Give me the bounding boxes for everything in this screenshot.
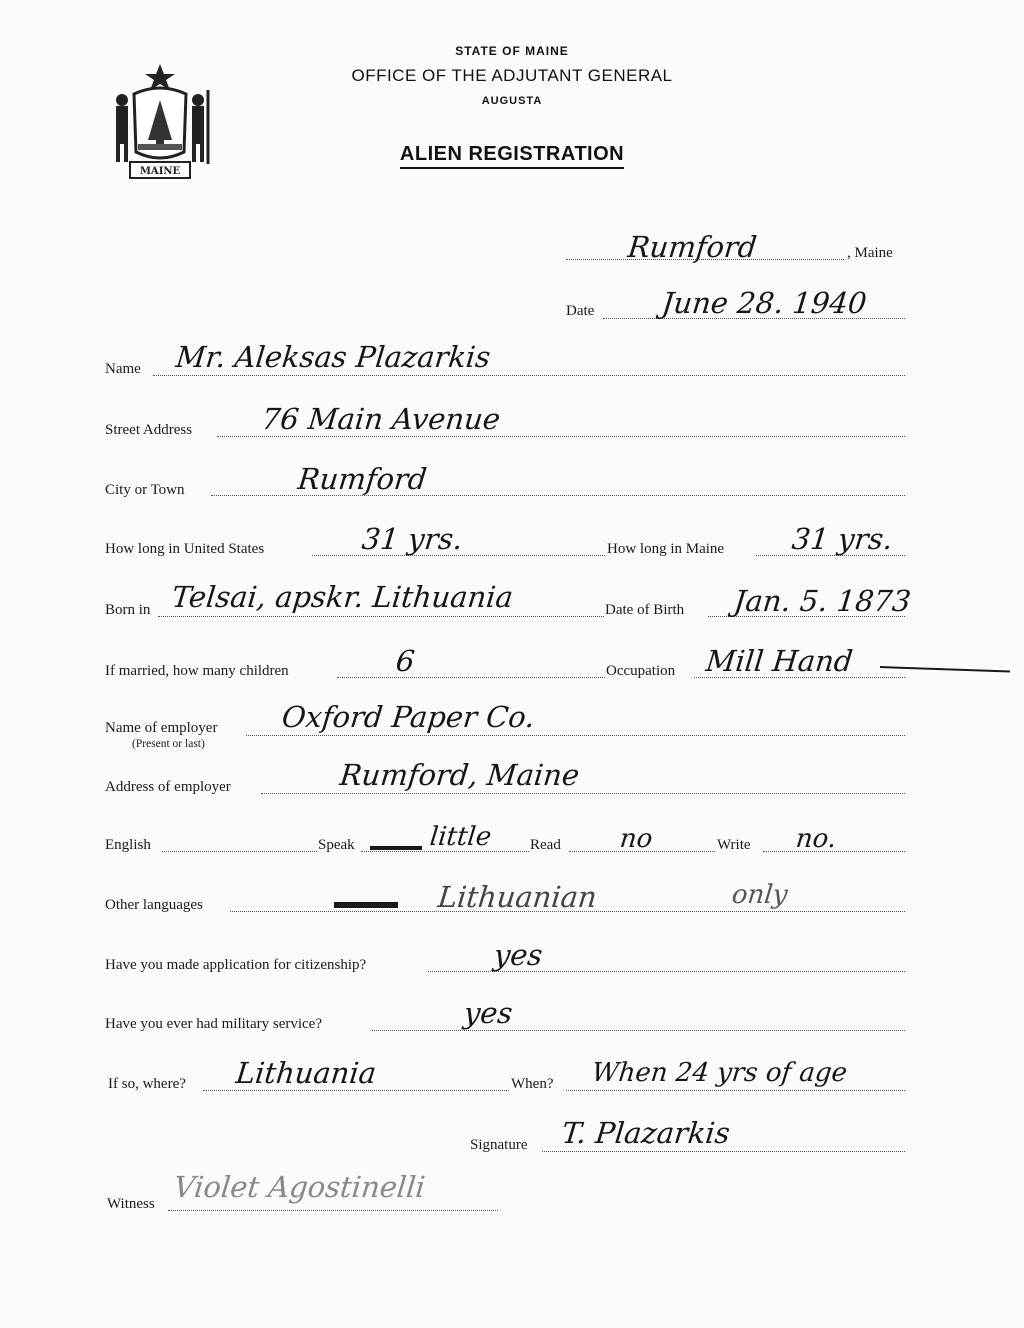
born-in-line — [158, 616, 604, 617]
street-address-value: 76 Main Avenue — [260, 402, 502, 436]
citizenship-value: yes — [492, 938, 545, 972]
write-value: no. — [794, 824, 838, 854]
name-label: Name — [105, 361, 141, 377]
signature-label: Signature — [470, 1137, 528, 1153]
born-in-label: Born in — [105, 602, 151, 618]
date-value: June 28. 1940 — [660, 286, 869, 320]
occupation-flourish — [880, 666, 1010, 673]
children-label: If married, how many children — [105, 663, 289, 679]
employer-address-label: Address of employer — [105, 779, 231, 795]
occupation-label: Occupation — [606, 663, 676, 679]
when-value: When 24 yrs of age — [590, 1058, 849, 1088]
place-value: Rumford — [626, 230, 759, 264]
english-label: English — [105, 837, 151, 853]
employer-name-label: Name of employer — [105, 720, 218, 736]
date-label: Date — [566, 303, 595, 319]
where-line — [203, 1090, 509, 1091]
seal-scroll-text: MAINE — [139, 166, 181, 177]
children-value: 6 — [394, 644, 417, 678]
witness-value: Violet Agostinelli — [172, 1170, 427, 1204]
how-long-maine-label: How long in Maine — [607, 541, 725, 557]
city-label: City or Town — [105, 482, 185, 498]
occupation-value: Mill Hand — [704, 644, 855, 678]
speak-label: Speak — [318, 837, 355, 853]
street-address-line — [217, 436, 905, 437]
how-long-us-value: 31 yrs. — [360, 522, 465, 556]
write-label: Write — [717, 837, 751, 853]
state-heading: STATE OF MAINE — [455, 44, 569, 58]
english-line — [162, 851, 317, 852]
street-address-label: Street Address — [105, 422, 193, 438]
city-value: Rumford — [296, 462, 429, 496]
speak-value: little — [428, 822, 493, 852]
military-label: Have you ever had military service? — [105, 1016, 322, 1032]
employer-name-value: Oxford Paper Co. — [280, 700, 537, 734]
employer-address-value: Rumford, Maine — [338, 758, 581, 792]
how-long-maine-value: 31 yrs. — [790, 522, 895, 556]
place-suffix-label: , Maine — [847, 245, 893, 261]
form-title: ALIEN REGISTRATION — [0, 143, 1024, 166]
date-of-birth-label: Date of Birth — [605, 602, 685, 618]
name-line — [153, 375, 905, 376]
where-label: If so, where? — [108, 1076, 186, 1092]
when-label: When? — [511, 1076, 554, 1092]
other-languages-note: only — [730, 880, 789, 910]
where-value: Lithuania — [234, 1056, 378, 1090]
children-line — [337, 677, 605, 678]
read-value: no — [618, 824, 654, 854]
speak-strikeout — [370, 846, 422, 850]
citizenship-label: Have you made application for citizenship? — [105, 957, 367, 973]
other-languages-value: Lithuanian — [436, 880, 599, 914]
name-value: Mr. Aleksas Plazarkis — [174, 340, 493, 374]
city-heading: AUGUSTA — [481, 95, 543, 107]
office-heading: OFFICE OF THE ADJUTANT GENERAL — [351, 66, 673, 85]
signature-line — [542, 1151, 905, 1152]
witness-label: Witness — [107, 1196, 155, 1212]
employer-name-sublabel: (Present or last) — [132, 738, 205, 750]
other-languages-strikeout — [334, 902, 398, 908]
military-value: yes — [462, 996, 515, 1030]
employer-address-line — [261, 793, 905, 794]
date-of-birth-value: Jan. 5. 1873 — [732, 584, 913, 618]
employer-name-line — [246, 735, 905, 736]
other-languages-label: Other languages — [105, 897, 203, 913]
born-in-value: Telsai, apskr. Lithuania — [170, 580, 515, 614]
military-line — [372, 1030, 905, 1031]
read-label: Read — [530, 837, 561, 853]
when-line — [566, 1090, 905, 1091]
how-long-us-label: How long in United States — [105, 541, 265, 557]
signature-value: T. Plazarkis — [560, 1116, 732, 1150]
witness-line — [168, 1210, 498, 1211]
